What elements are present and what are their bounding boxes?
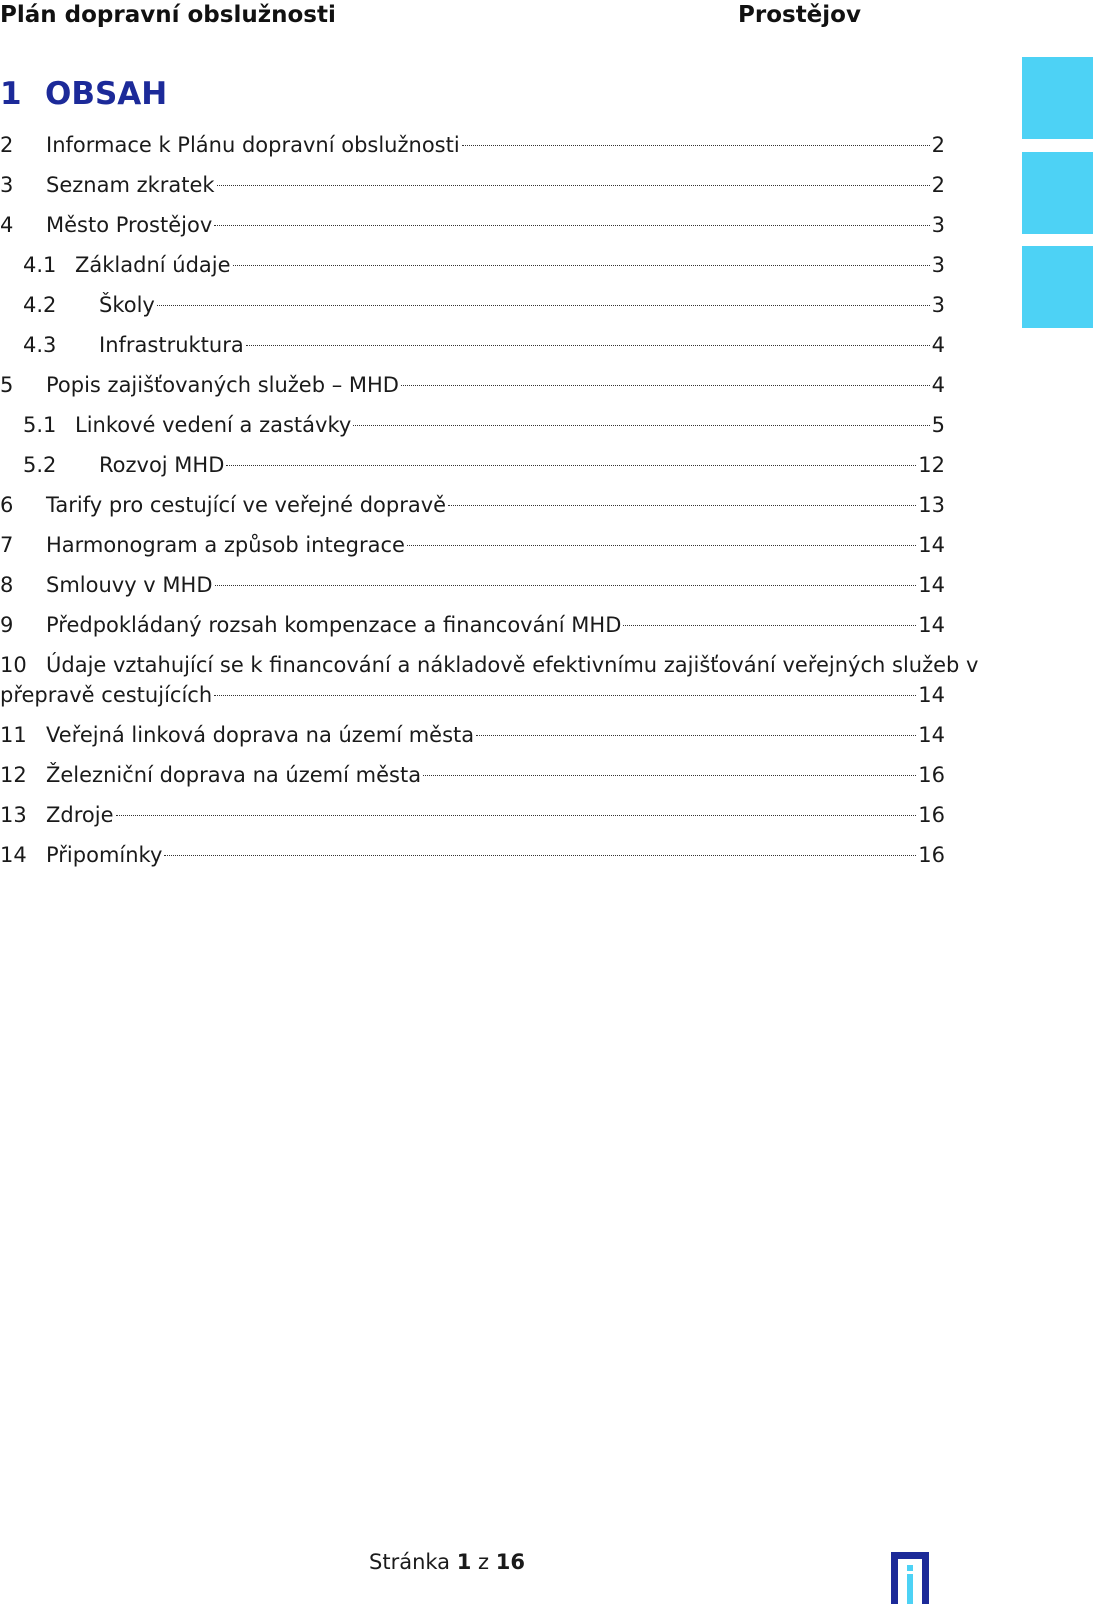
toc-entry-title: Popis zajišťovaných služeb – MHD [46,373,399,397]
toc-entry-number: 14 [0,843,27,867]
toc-dot-leader [401,385,930,386]
toc-entry-page: 14 [918,683,945,707]
toc-entry-number: 4 [0,213,14,237]
toc-entry-title: Předpokládaný rozsah kompenzace a financování MHD [46,613,622,637]
toc-subentry[interactable] [0,405,945,445]
toc-dot-leader [448,505,916,506]
toc-entry-page: 16 [918,763,945,787]
toc-dot-leader [164,855,916,856]
toc-subentry[interactable] [0,325,945,365]
toc-entry-page: 2 [931,133,945,157]
toc-dot-leader [116,815,917,816]
toc-heading-number: 1 [0,76,22,112]
footer-prefix: Stránka [369,1550,451,1574]
toc-entry-title: Připomínky [46,843,163,867]
toc-entry[interactable] [0,485,945,525]
toc-entry-number: 7 [0,533,14,557]
toc-entry-page: 14 [918,533,945,557]
toc-entry-page: 12 [918,453,945,477]
toc-entry-page: 4 [931,333,945,357]
toc-entry-number: 5.1 [23,413,57,437]
toc-entry-title: Tarify pro cestující ve veřejné dopravě [46,493,447,517]
toc-entry-title: Seznam zkratek [46,173,215,197]
toc-entry-title: Město Prostějov [46,213,213,237]
toc-entry[interactable] [0,795,945,835]
toc-entry-title: Školy [99,293,155,317]
toc-entry-number: 4.1 [23,253,57,277]
toc-subentry[interactable] [0,445,945,485]
toc-entry-number: 5 [0,373,14,397]
toc-entry-number: 5.2 [23,453,57,477]
toc-entry-page: 3 [931,253,945,277]
toc-entry-page: 2 [931,173,945,197]
toc-dot-leader [217,185,930,186]
toc-entry-title: Železniční doprava na území města [46,763,422,787]
toc-dot-leader [462,145,930,146]
footer-separator: z [478,1550,490,1574]
footer-current-page: 1 [456,1550,472,1574]
toc-dot-leader [226,465,916,466]
toc-dot-leader [214,225,929,226]
toc-entry[interactable] [0,835,945,875]
toc-entry-page: 14 [918,723,945,747]
toc-entry-multiline[interactable] [0,650,979,715]
toc-entry-title: Základní údaje [75,253,231,277]
toc-subentry[interactable] [0,245,945,285]
toc-entry-number: 4.2 [23,293,57,317]
toc-entry[interactable] [0,165,945,205]
toc-entry-number: 13 [0,803,27,827]
toc-entry-page: 16 [918,803,945,827]
toc-entry[interactable] [0,605,945,645]
toc-dot-leader [214,695,916,696]
toc-entry-page: 5 [931,413,945,437]
toc-dot-leader [233,265,930,266]
toc-entry-page: 3 [931,293,945,317]
toc-entry-title: Infrastruktura [99,333,244,357]
toc-entry-title: Rozvoj MHD [99,453,225,477]
toc-entry-page: 3 [931,213,945,237]
toc-entry-number: 9 [0,613,14,637]
toc-entry-title: Veřejná linková doprava na území města [46,723,475,747]
toc-dot-leader [157,305,930,306]
toc-entry[interactable] [0,565,945,605]
toc-entry[interactable] [0,525,945,565]
page-footer [369,1550,525,1574]
toc-entry[interactable] [0,365,945,405]
side-tab-middle [1022,152,1093,234]
toc-entry[interactable] [0,205,945,245]
toc-entry[interactable] [0,715,945,755]
toc-entry-title: Informace k Plánu dopravní obslužnosti [46,133,460,157]
toc-entry-number: 11 [0,723,27,747]
toc-entry-title: Smlouvy v MHD [46,573,213,597]
side-tab-bottom [1022,246,1093,328]
toc-entry-title: Linkové vedení a zastávky [75,413,352,437]
toc-dot-leader [623,625,916,626]
side-tab-top [1022,57,1093,139]
toc-dot-leader [215,585,917,586]
organization-logo-icon [889,1548,933,1604]
toc-dot-leader [423,775,916,776]
toc-entry-number: 8 [0,573,14,597]
toc-heading-title: OBSAH [45,76,168,112]
toc-entry-page: 13 [918,493,945,517]
toc-entry-number: 6 [0,493,14,517]
toc-entry-title: Údaje vztahující se k financování a nákladově efektivnímu zajišťování veřejných služeb v [46,653,979,677]
toc-entry[interactable] [0,755,945,795]
toc-entry-page: 4 [931,373,945,397]
toc-dot-leader [353,425,929,426]
toc-dot-leader [407,545,916,546]
toc-entry-number: 10 [0,653,27,677]
table-of-contents [0,125,979,875]
header-document-title: Plán dopravní obslužnosti [0,2,336,28]
toc-entry-title: Zdroje [46,803,114,827]
header-city-name: Prostějov [738,2,861,28]
toc-entry-title: Harmonogram a způsob integrace [46,533,405,557]
toc-dot-leader [246,345,930,346]
toc-dot-leader [476,735,916,736]
toc-entry-page: 14 [918,613,945,637]
toc-entry-page: 16 [918,843,945,867]
toc-entry-number: 4.3 [23,333,57,357]
toc-entry[interactable] [0,125,945,165]
toc-entry-number: 3 [0,173,14,197]
toc-entry-number: 2 [0,133,14,157]
toc-entry-page: 14 [918,573,945,597]
toc-subentry[interactable] [0,285,945,325]
toc-entry-title-continued: přepravě cestujících [0,683,213,707]
toc-entry-number: 12 [0,763,27,787]
footer-total-pages: 16 [495,1550,525,1574]
